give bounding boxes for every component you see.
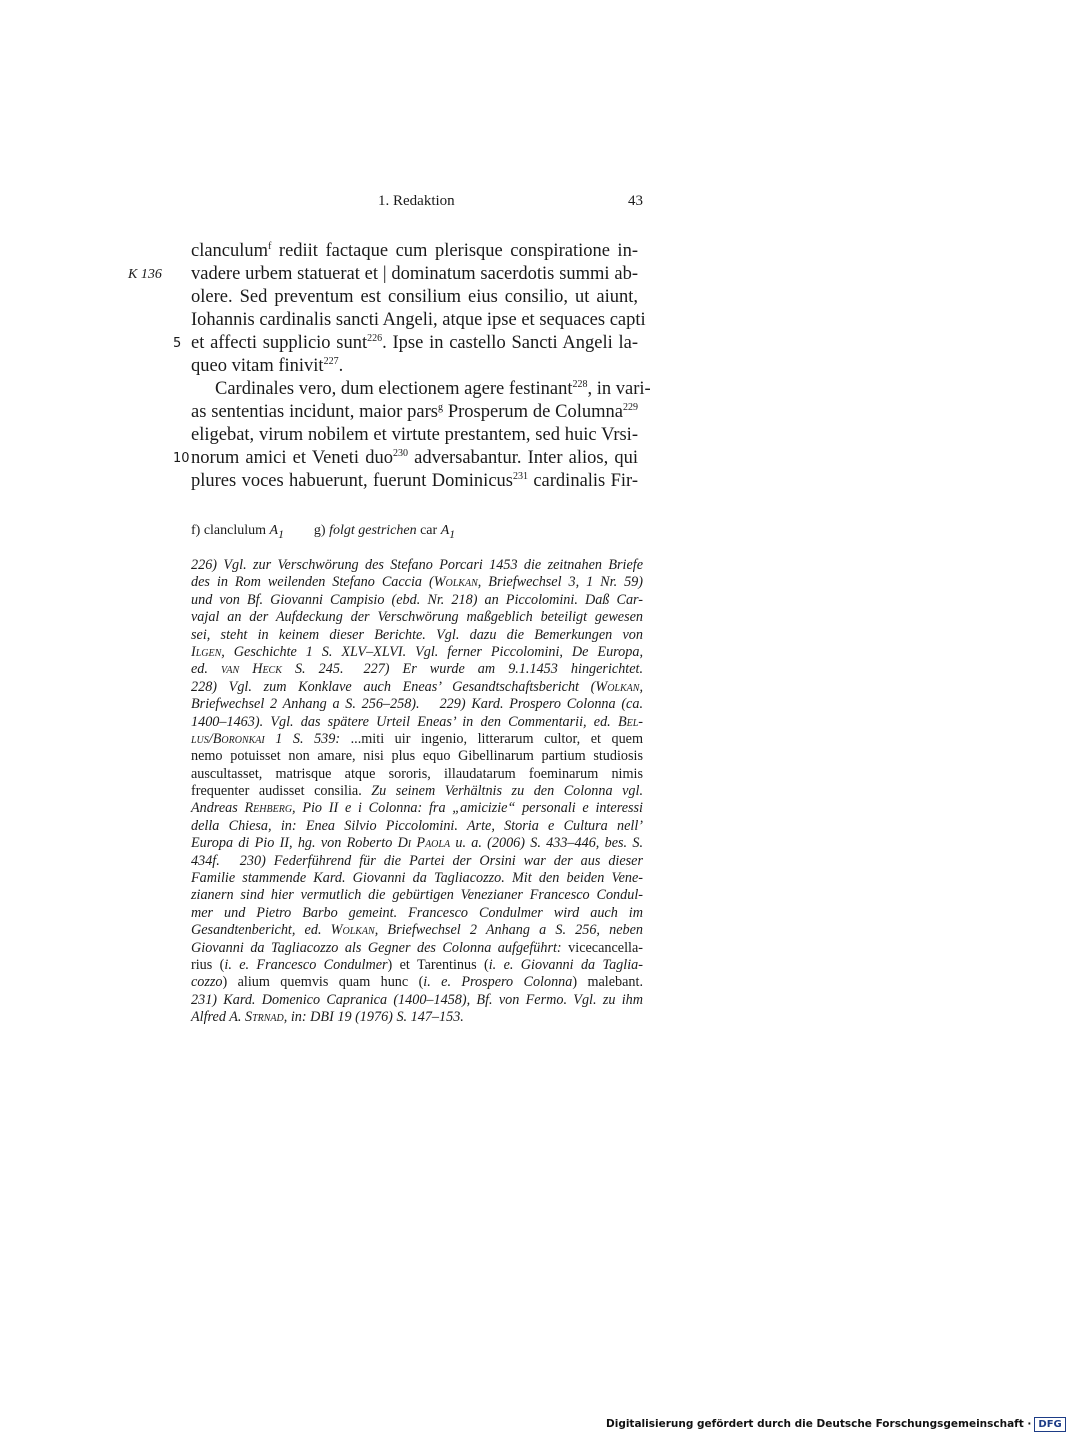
footnote-line: Ilgen, Geschichte 1 S. XLV–XLVI. Vgl. ferner Piccolomini, De Europa,: [191, 643, 643, 660]
footnote-line: Giovanni da Tagliacozzo als Gegner des Colonna aufgeführt: vicecancella-: [191, 939, 643, 956]
dfg-logo: DFG: [1034, 1417, 1065, 1432]
footnote-line: ed. van Heck S. 245. 227) Er wurde am 9.1.1453 hingerichtet.: [191, 661, 644, 678]
footnote-line: 226) Vgl. zur Verschwörung des Stefano Porcari 1453 die zeitnahen Briefe: [191, 557, 643, 573]
footnote-line: cozzo) alium quemvis quam hunc (i. e. Prospero Colonna) malebant.: [191, 974, 643, 991]
footnote-ref-f: f: [268, 241, 272, 252]
footnote-line: Gesandtenbericht, ed. Wolkan, Briefwechsel 2 Anhang a S. 256, neben: [191, 922, 643, 939]
text-line-2: K 136 vadere urbem statuerat et | dominatum sacerdotis summi ab-: [128, 264, 638, 284]
footnote-line: lus/Boronkai 1 S. 539: ...miti uir ingenio, litterarum cultor, et quem: [191, 730, 643, 747]
footnote-line: Alfred A. Strnad, in: DBI 19 (1976) S. 147–153.: [191, 1009, 464, 1026]
footnote-line: Europa di Pio II, hg. von Roberto Di Paola u. a. (2006) S. 433–446, bes. S.: [191, 835, 643, 852]
line-number-10: 10: [173, 451, 190, 466]
digitization-credit: [606, 1416, 1066, 1432]
running-title: 1. Redaktion: [378, 193, 455, 209]
line-number-5: 5: [173, 336, 182, 351]
text-line-9: eligebat, virum nobilem et virtute prestantem, sed huic Vrsi-: [191, 425, 638, 445]
footnote-line: 231) Kard. Domenico Capranica (1400–1458), Bf. von Fermo. Vgl. zu ihm: [191, 991, 643, 1008]
margin-reference: K 136: [128, 267, 162, 282]
footnote-line: und von Bf. Giovanni Campisio (ebd. Nr. 218) an Piccolomini. Daß Car-: [191, 591, 643, 608]
critical-apparatus: [191, 522, 651, 544]
footnote-line: des in Rom weilenden Stefano Caccia (Wolkan, Briefwechsel 3, 1 Nr. 59): [191, 574, 643, 591]
text-line-3: olere. Sed preventum est consilium eius consilio, ut aiunt,: [191, 287, 638, 307]
footnote-ref-g: g: [438, 402, 443, 413]
text-line-4: Iohannis cardinalis sancti Angeli, atque ipse et sequaces capti: [191, 310, 646, 330]
text-line-8: as sententias incidunt, maior pars$^g$ Prosperum de Columna$^{229}$: [191, 402, 639, 422]
footnote-line: mer und Pietro Barbo gemeint. Francesco Condulmer wird auch im: [191, 904, 643, 921]
footnote-line: Familie stammende Kard. Giovanni da Tagliacozzo. Mit den beiden Vene-: [191, 870, 643, 887]
footnote-line: 434f. 230) Federführend für die Partei der Orsini war der aus dieser: [191, 852, 643, 869]
footnote-line: 228) Vgl. zum Konklave auch Eneas’ Gesandtschaftsbericht (Wolkan,: [191, 678, 643, 695]
text-line-10: 10 norum amici et Veneti duo$^{230}$ adversabantur. Inter alios, qui: [173, 448, 638, 468]
text-line-6: queo vitam finivit$^{227}$.: [191, 356, 344, 376]
footnote-line: rius (i. e. Francesco Condulmer) et Tarentinus (i. e. Giovanni da Taglia-: [191, 956, 643, 973]
apparatus-note-g: g) folgt gestrichen car $A_1$: [313, 523, 456, 541]
text-line-7: Cardinales vero, dum electionem agere festinant$^{228}$, in vari-: [215, 379, 651, 399]
footnote-line: della Chiesa, in: Enea Silvio Piccolomini. Arte, Storia e Cultura nell’: [191, 817, 643, 834]
footnote-line: Briefwechsel 2 Anhang a S. 256–258). 229) Kard. Prospero Colonna (ca.: [191, 696, 643, 713]
footnote-line: sei, steht in keinem dieser Berichte. Vgl. dazu die Bemerkungen von: [191, 626, 643, 643]
footnote-ref-227: 227: [323, 356, 339, 367]
footnote-ref-228: 228: [572, 379, 588, 390]
page-number: 43: [628, 193, 643, 209]
footnote-line: nemo potuisset non amare, nisi plus equo Gibellinarum partium studiosis: [191, 748, 643, 765]
apparatus-note-f: f) clanclulum $A_1$: [191, 523, 284, 541]
footnote-ref-231: 231: [512, 471, 528, 482]
footnote-line: vajal an der Aufdeckung der Verschwörung maßgeblich beteiligt gewesen: [191, 609, 643, 626]
footnote-ref-230: 230: [392, 448, 408, 459]
footnotes: [191, 557, 643, 1027]
footnote-line: 1400–1463). Vgl. das spätere Urteil Eneas’ in den Commentarii, ed. Bel-: [191, 713, 643, 730]
footnote-ref-229: 229: [623, 402, 639, 413]
text-line-5: 5 et affecti supplicio sunt$^{226}$. Ipse in castello Sancti Angeli la-: [173, 333, 639, 353]
text-line-11: plures voces habuerunt, fuerunt Dominicus$^{231}$ cardinalis Fir-: [191, 471, 638, 491]
footnote-ref-226: 226: [367, 333, 383, 344]
footnote-line: frequenter audisset consilia. Zu seinem Verhältnis zu den Colonna vgl.: [191, 783, 644, 800]
running-header: [191, 193, 643, 215]
main-text: [128, 240, 651, 493]
footnote-line: zianern sind hier vermutlich die gebürtigen Venezianer Francesco Condul-: [191, 887, 643, 904]
credit-text: Digitalisierung gefördert durch die Deutsche Forschungsgemeinschaft ·: [606, 1418, 1032, 1430]
text-line-1: clanculum$^f$ rediit factaque cum plerisque conspiratione in-: [191, 241, 638, 261]
footnote-line: auscultasset, matrisque atque sororis, illaudatarum foeminarum nimis: [191, 765, 643, 782]
footnote-line: Andreas Rehberg, Pio II e i Colonna: fra „amicizie“ personali e interessi: [191, 800, 643, 817]
